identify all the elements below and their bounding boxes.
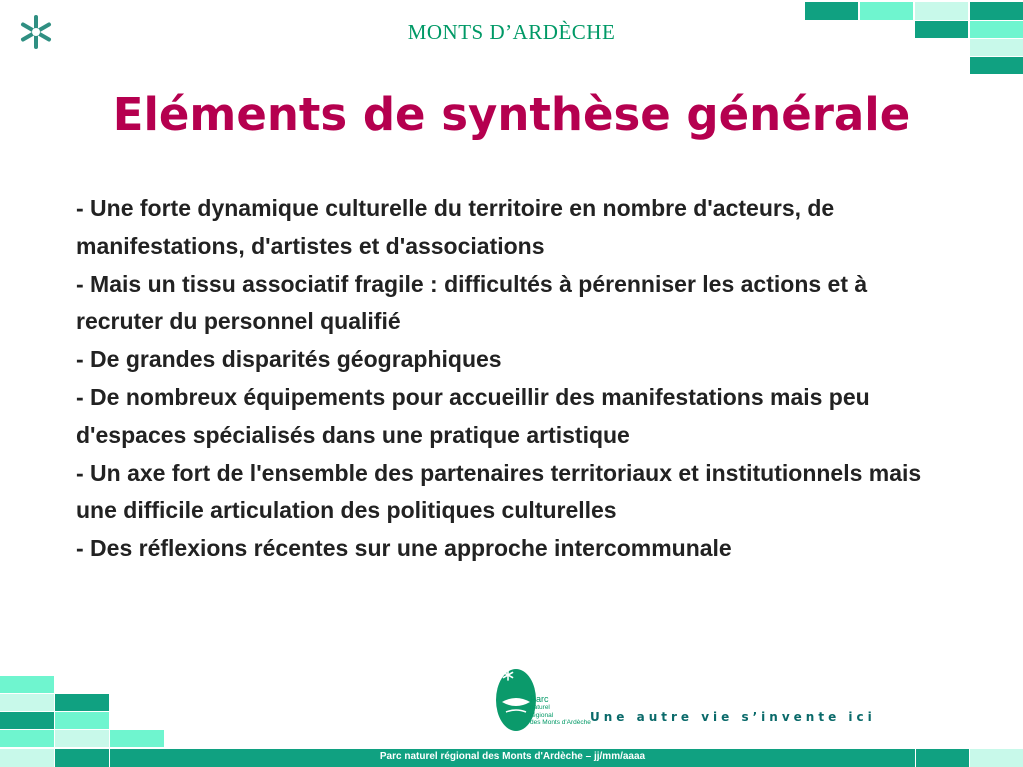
- decor-tile: [0, 749, 54, 767]
- synthesis-item: - De nombreux équipements pour accueillir des manifestations mais peu d'espaces spécialisés dans une pratique artistique: [76, 383, 870, 448]
- logo-line: régional: [530, 711, 554, 719]
- synthesis-item: - De grandes disparités géographiques: [76, 346, 502, 373]
- synthesis-item: - Un axe fort de l'ensemble des partenaires territoriaux et institutionnels mais une difficile articulation des politiques culturelles: [76, 459, 922, 524]
- decor-tile: [0, 712, 54, 729]
- logo-line: des Monts d'Ardèche: [530, 719, 591, 726]
- synthesis-item: - Mais un tissu associatif fragile : difficultés à pérenniser les actions et à recruter du personnel qualifié: [76, 270, 868, 335]
- decor-tile: [805, 2, 858, 20]
- decor-tile: [0, 730, 54, 747]
- synthesis-text: [76, 190, 956, 568]
- decor-tile: [55, 712, 109, 729]
- decor-tile: [0, 676, 54, 693]
- decor-tile: [55, 694, 109, 711]
- logo-line: naturel: [530, 704, 550, 711]
- decor-tile: [970, 749, 1023, 767]
- decor-tile: [915, 2, 968, 20]
- brand-name: MONTS D’ARDÈCHE: [407, 20, 616, 44]
- synthesis-item: - Des réflexions récentes sur une approche intercommunale: [76, 535, 732, 562]
- decor-tile: [970, 57, 1023, 74]
- logo-line: Parc: [530, 694, 549, 704]
- decor-tile: [0, 694, 54, 711]
- slide-title: Eléments de synthèse générale: [112, 88, 911, 141]
- logo-caption: [530, 694, 591, 727]
- decor-tile: [970, 2, 1023, 20]
- decor-tile: [110, 730, 164, 747]
- footer-bar: [110, 749, 915, 767]
- decor-tile: [860, 2, 913, 20]
- footer-text: Parc naturel régional des Monts d'Ardèche – jj/mm/aaaa: [379, 751, 646, 762]
- decor-tile: [55, 730, 109, 747]
- decor-tile: [55, 749, 109, 767]
- slogan: Une autre vie s’invente ici: [590, 710, 876, 724]
- synthesis-item: - Une forte dynamique culturelle du territoire en nombre d'acteurs, de manifestations, d'artistes et d'associations: [76, 195, 835, 259]
- decor-tile: [916, 749, 969, 767]
